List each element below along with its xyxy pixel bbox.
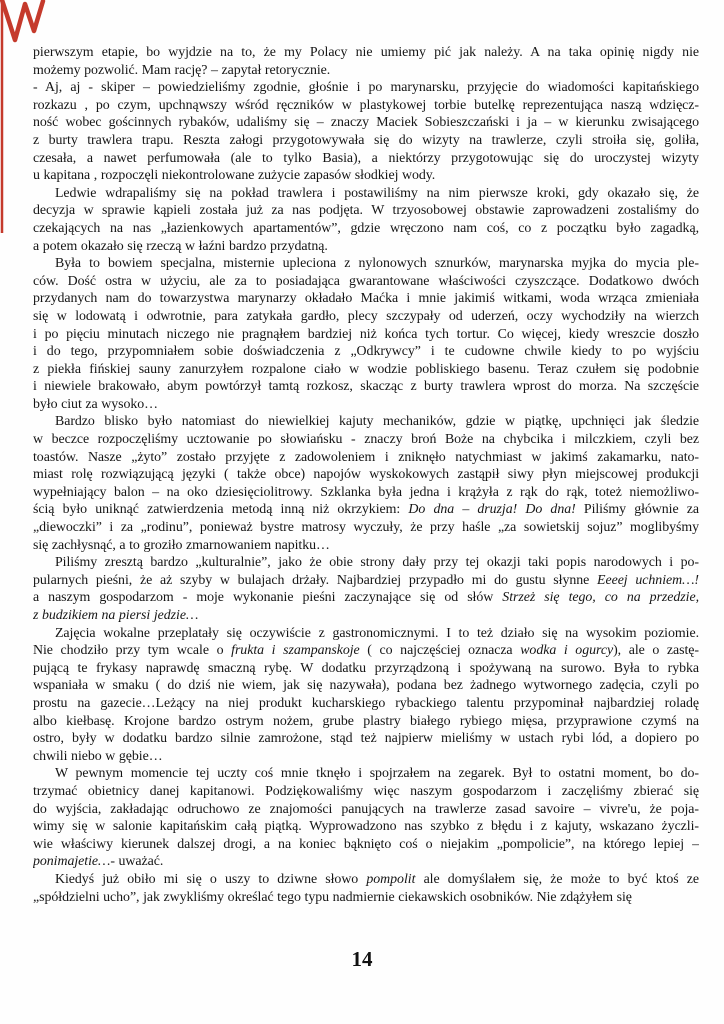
text-line: decyzja w sprawie kąpieli została już za nas podjęta. W trzyosobowej obstawie zaprowadzeni zostaliśmy do bbox=[33, 203, 699, 219]
text-line: ponimajetie…- uważać. bbox=[33, 854, 164, 870]
text-line: i po pięciu minutach niczego nie pragnąłem bardziej niż końca tych tortur. Co więcej, kiedy wreszcie doszło bbox=[33, 326, 699, 342]
text-line: Bardzo blisko było natomiast do niewielkiej kajuty mechaników, gdzie w piątkę, upchnięci jak śledzie bbox=[55, 414, 699, 430]
text-line: czesała, a nawet perfumowała (ale to tylko Basia), a niektórzy przygotowując się do uroczystej wizyty bbox=[33, 150, 699, 166]
text-line: Ledwie wdrapaliśmy się na pokład trawlera i postawiliśmy na nim pierwsze kroki, gdy okazało się, że bbox=[55, 185, 699, 201]
text-line: Nie chodziło przy tym wcale o frukta i szampanskoje ( co najczęściej oznacza wodka i ogurcy), ale o zastę- bbox=[33, 643, 699, 659]
text-line: - Aj, aj - skiper – powiedzieliśmy zgodnie, głośnie i po marynarsku, przyjęcie do wiadomości kapitańskiego bbox=[33, 80, 699, 96]
text-line: „diewoczki” i za „rodinu”, ponieważ bystre matrosy wyczuły, że przy haśle „za sowietskij sojuz” moglibyśmy bbox=[33, 520, 699, 536]
text-line: możemy pozwolić. Mam rację? – zapytał retorycznie. bbox=[33, 62, 331, 78]
text-line: ność wobec gościnnych rybaków, udaliśmy się – znaczy Maciek Sobieszczański i ja – w kierunku zwisającego bbox=[33, 115, 699, 131]
text-line: ostro, były w dodatku bardzo silnie zamrożone, stąd też najpierw mieliśmy w ustach rybi lód, a dopiero po bbox=[33, 731, 699, 747]
text-line: miast rolę rozwiązującą języki ( także obce) napojów wyskokowych zastąpił siwy płyn miejscowej produkcji bbox=[33, 467, 699, 483]
text-line: chwili niebo w gębie… bbox=[33, 748, 163, 764]
text-line: Była to bowiem specjalna, misternie upleciona z nylonowych sznurków, marynarska myjka do mycia ple- bbox=[55, 256, 699, 272]
text-line: w beczce rozpoczęliśmy ucztowanie po słowiańsku - znaczy broń Boże na chybcika i milczkiem, czyli bez bbox=[33, 432, 699, 448]
text-line: W pewnym momencie tej uczty coś mnie tknęło i spojrzałem na zegarek. Był to ostatni moment, bo do- bbox=[55, 766, 699, 782]
text-line: z burty trawlera trapu. Reszta załogi przygotowywała się do wizyty na trawlerze, czyli stroiła się, goliła, bbox=[33, 132, 699, 148]
text-line: i do tego, przypomniałem sobie doświadczenia z „Odkrywcy” i te cudowne chwile kiedy to po wyjściu bbox=[33, 344, 699, 360]
text-line: Piliśmy zresztą bardzo „kulturalnie”, jako że obie strony dały przy tej okazji taki popis narodowych i po- bbox=[55, 555, 699, 571]
text-line: „spółdzielni ucho”, jak zwykliśmy określać tego typu nadmiernie ciekawskich osobników. Nie zdążyłem się bbox=[33, 889, 632, 905]
text-line: z piekła fińskiej sauny zanurzyłem rozpalone ciało w wodzie pobliskiego basenu. Teraz czułem się podobnie bbox=[33, 361, 699, 377]
text-line: a potem okazało się rzeczą w łaźni bardzo przydatną. bbox=[33, 238, 328, 254]
text-line: było ciut za wysoko… bbox=[33, 396, 158, 412]
text-line: wypełniający balon – na oko dziesięciolitrowy. Szklanka była jedna i krążyła z rąk do rąk, toteż niemożliwo- bbox=[33, 484, 699, 500]
text-line: Zajęcia wokalne przeplatały się oczywiście z gastronomicznymi. I to też działo się na wysokim poziomie. bbox=[55, 625, 699, 641]
text-line: pularnych pieśni, że aż szyby w bulajach drżały. Najbardziej przypadło mi do gustu słynne Eeeej uchniem…! bbox=[33, 572, 699, 588]
text-line: pującą te frykasy naprawdę smaczną rybę. W dodatku przyrządzoną i spożywaną na surowo. Była to rybka bbox=[33, 660, 699, 676]
text-line: przydanych nam do towarzystwa marynarzy okładało Maćka i mnie jakimiś witkami, woda wrząca zmieniała bbox=[33, 291, 699, 307]
text-line: wimy się w salonie kapitańskim całą piątką. Wyprowadzono nas szybko z błędu i z kajuty, wskazano życzli- bbox=[33, 819, 699, 835]
text-line: trzymać obietnicy danej kapitanowi. Podziękowaliśmy więc naszym gospodarzom i zaczęliśmy zbierać się bbox=[33, 783, 699, 799]
text-line: się w lodowatą i odwrotnie, para zatykała gardło, plecy szczypały od uderzeń, oczy wychodziły na wierzch bbox=[33, 308, 699, 324]
text-line: ców. Dość ostra w użyciu, ale za to posiadająca gwarantowane właściwości czyszczące. Dodatkowo dwóch bbox=[33, 273, 699, 289]
text-block bbox=[33, 44, 699, 906]
page-number: 14 bbox=[351, 947, 373, 971]
text-line: prostu na gazecie…Leżący na niej produkt kucharskiego rybackiego talentu przypominał najbardziej roladę bbox=[33, 695, 699, 711]
text-line: toastów. Nasze „żyto” zostało przyjęte z zadowoleniem i zniknęło natychmiast w jakimś zakamarku, nato- bbox=[33, 449, 699, 465]
text-line: pierwszym etapie, bo wyjdzie na to, że my Polacy nie umiemy pić jak należy. A na taka opinię nigdy nie bbox=[33, 45, 699, 60]
text-line: z budzikiem na piersi jedzie… bbox=[33, 608, 199, 623]
text-line: u kapitana , rozpoczęli niekontrolowane zużycie zapasów słodkiej wody. bbox=[33, 168, 436, 184]
text-line: do wyjścia, zakładając odruchowo ze znajomości panujących na trawlerze zasad savoire – vivre'u, że poja- bbox=[33, 801, 699, 817]
text-line: ścią było uniknąć zatwierdzenia metodą inną niż okrzykiem: Do dna – druzja! Do dna! Piliśmy głównie za bbox=[33, 502, 699, 518]
text-line: Kiedyś już obiło mi się o uszy to dziwne słowo pompolit ale domyślałem się, że może to być ktoś ze bbox=[55, 871, 699, 887]
text-line: się zachłysnąć, a to groziło zmarnowaniem napitku… bbox=[33, 537, 330, 553]
text-line: a naszym gospodarzom - moje wykonanie pieśni zaczynające się od słów Strzeż się tego, co na przedzie, bbox=[33, 590, 699, 606]
text-line: i niewiele brakowało, abym powtórzył tamtą rozkosz, skacząc z burty trawlera wprost do morza. Na szczęście bbox=[33, 379, 699, 395]
text-line: czekających na nas „łazienkowych apartamentów”, gdzie wręczono nam coś, co z początku było zagadką, bbox=[33, 220, 699, 236]
text-line: rozkazu , po czym, upchnąwszy wśród ręczników w plastykowej torbie butelkę reprezentująca naszą wdzięcz- bbox=[33, 97, 699, 113]
text-line: albo kiełbasę. Krojone bardzo ostrym nożem, grube plastry białego rybiego mięsa, przyprawione czymś na bbox=[33, 713, 699, 729]
text-line: wspaniała w smaku ( do dziś nie wiem, jak się nazywała), podana bez żadnego wytwornego zadęcia, czyli po bbox=[33, 678, 699, 694]
text-line: wie właściwy kierunek dalszej drogi, a na koniec bąknięto coś o niejakim „pompolicie”, na którego lepiej – bbox=[33, 836, 699, 852]
